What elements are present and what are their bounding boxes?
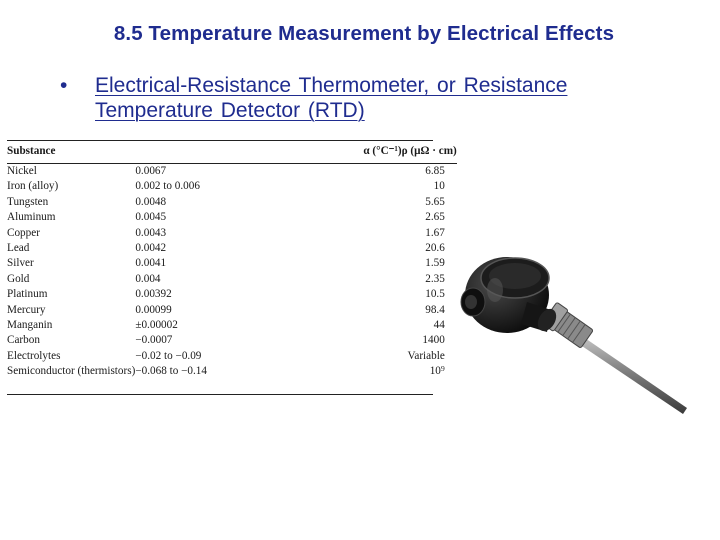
substance-cell: Carbon bbox=[7, 334, 40, 347]
substance-cell: Semiconductor (thermistors) bbox=[7, 365, 136, 378]
table-row bbox=[7, 303, 457, 318]
rho-cell: 1.67 bbox=[425, 226, 445, 239]
substance-cell: Lead bbox=[7, 242, 30, 255]
rho-cell: 44 bbox=[433, 319, 445, 332]
table-row bbox=[7, 210, 457, 225]
substance-cell: Copper bbox=[7, 226, 40, 239]
substance-cell: Nickel bbox=[7, 165, 37, 177]
rho-cell: 10⁹ bbox=[429, 365, 445, 378]
alpha-cell: 0.00392 bbox=[135, 288, 172, 301]
rho-cell: 2.65 bbox=[425, 211, 445, 224]
alpha-cell: −0.0007 bbox=[135, 334, 173, 347]
rtd-sensor-photo-icon bbox=[455, 240, 695, 425]
table-body bbox=[7, 164, 457, 380]
header-substance: Substance bbox=[7, 141, 135, 164]
table-row bbox=[7, 164, 457, 180]
alpha-cell: 0.0067 bbox=[135, 165, 167, 177]
rho-cell: 6.85 bbox=[425, 165, 445, 177]
alpha-cell: 0.0042 bbox=[135, 242, 167, 255]
rho-cell: 10 bbox=[433, 180, 445, 193]
table-header-row bbox=[7, 141, 457, 164]
rho-cell: 98.4 bbox=[425, 303, 445, 316]
substance-cell: Aluminum bbox=[7, 211, 56, 224]
table-row bbox=[7, 226, 457, 241]
resistivity-table bbox=[7, 140, 457, 395]
table-row bbox=[7, 318, 457, 333]
table-row bbox=[7, 349, 457, 364]
rho-cell: 5.65 bbox=[425, 195, 445, 208]
substance-cell: Manganin bbox=[7, 319, 53, 332]
substance-cell: Gold bbox=[7, 272, 30, 285]
alpha-cell: −0.068 to −0.14 bbox=[135, 365, 207, 378]
bullet-text: Electrical-Resistance Thermometer, or Resistance Temperature Detector (RTD) bbox=[95, 74, 568, 122]
substance-cell: Silver bbox=[7, 257, 34, 270]
table-row bbox=[7, 364, 457, 379]
rho-cell: 2.35 bbox=[425, 272, 445, 285]
header-rho: ρ (μΩ · cm) bbox=[402, 141, 457, 164]
bullet-dot: • bbox=[60, 74, 68, 97]
rho-cell: 1400 bbox=[422, 334, 445, 347]
table-row bbox=[7, 272, 457, 287]
table-row bbox=[7, 333, 457, 348]
substance-cell: Tungsten bbox=[7, 195, 49, 208]
table-bottom-rule bbox=[7, 394, 433, 395]
alpha-cell: ±0.00002 bbox=[135, 319, 178, 332]
alpha-cell: 0.0045 bbox=[135, 211, 167, 224]
alpha-cell: 0.004 bbox=[135, 272, 161, 285]
alpha-cell: 0.0048 bbox=[135, 195, 167, 208]
table-row bbox=[7, 195, 457, 210]
alpha-cell: −0.02 to −0.09 bbox=[135, 349, 202, 362]
alpha-cell: 0.0043 bbox=[135, 226, 167, 239]
rho-cell: 20.6 bbox=[425, 242, 445, 255]
rho-cell: 10.5 bbox=[425, 288, 445, 301]
rho-cell: 1.59 bbox=[425, 257, 445, 270]
rtd-sensor-image bbox=[455, 240, 695, 430]
table-row bbox=[7, 287, 457, 302]
substance-cell: Electrolytes bbox=[7, 349, 61, 362]
substance-cell: Platinum bbox=[7, 288, 48, 301]
substance-cell: Mercury bbox=[7, 303, 46, 316]
table-row bbox=[7, 256, 457, 271]
header-alpha: α (°C⁻¹) bbox=[135, 141, 401, 164]
alpha-cell: 0.0041 bbox=[135, 257, 167, 270]
slide-title: 8.5 Temperature Measurement by Electrical Effects bbox=[113, 22, 615, 45]
substance-cell: Iron (alloy) bbox=[7, 180, 59, 193]
table-row bbox=[7, 241, 457, 256]
table-row bbox=[7, 179, 457, 194]
rho-cell: Variable bbox=[407, 349, 445, 362]
alpha-cell: 0.00099 bbox=[135, 303, 172, 316]
alpha-cell: 0.002 to 0.006 bbox=[135, 180, 200, 193]
